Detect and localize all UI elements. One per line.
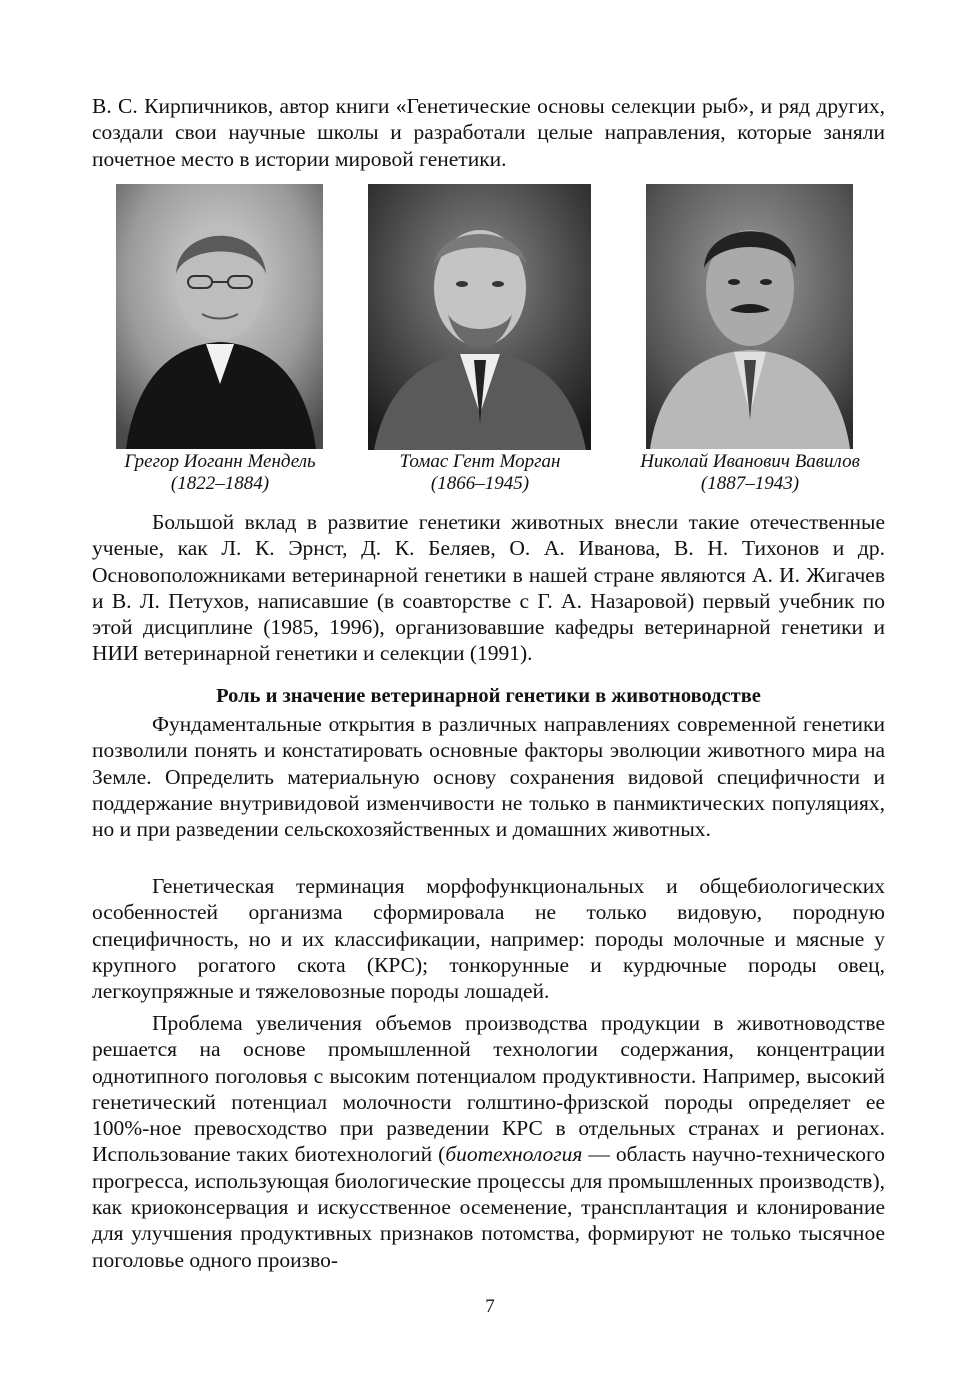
caption-mendel-name: Грегор Иоганн Мендель [124, 451, 316, 472]
portrait-vavilov [646, 184, 853, 449]
page-number: 7 [485, 1296, 495, 1317]
caption-morgan-name: Томас Гент Морган [399, 451, 561, 472]
portrait-mendel [116, 184, 323, 449]
term-biotechnology: биотехнология [445, 1142, 583, 1167]
caption-vavilov-name: Николай Иванович Вавилов [640, 451, 860, 472]
paragraph-contributors: Большой вклад в развитие генетики животных внесли такие отечественные ученые, как Л. К. Эрнст, Д. К. Беляев, О. А. Иванова, В. Н. Тихонов и др. Основоположниками ветеринарной генетики в нашей стране являются А. И. Жигачев и В. Л. Петухов, написавшие (в соавторстве с Г. А. Назаровой) первый учебник по этой дисциплине (1985, 1996), организовавшие кафедры ветеринарной генетики и НИИ ветеринарной генетики и селекции (1991). [92, 510, 885, 666]
paragraph-production [92, 1010, 885, 1273]
portrait-morgan-image [368, 184, 591, 450]
section-heading: Роль и значение ветеринарной генетики в животноводстве [216, 685, 761, 707]
caption-morgan [364, 451, 596, 495]
portrait-mendel-image [116, 184, 323, 449]
caption-vavilov-years: (1887–1943) [700, 473, 800, 494]
paragraph-termination: Генетическая терминация морфофункциональных и общебиологических особенностей организма сформировала не только видовую, породную специфичность, но и их классификации, например: породы молочные и мясные у крупного рогатого скота (КРС); тонкорунные и курдючные породы овец, легкоупряжные и тяжеловозные породы лошадей. [92, 874, 885, 1004]
intro-paragraph: В. С. Кирпичников, автор книги «Генетические основы селекции рыб», и ряд других, создали свои научные школы и разработали целые направления, которые заняли почетное место в истории мировой генетики. [92, 94, 885, 171]
production-text-end: — область научно-технического прогресса, использующая биологические процессы для промышленных производств), как криоконсервация и искусственное осеменение, трансплантация и клонирование для улучшения продуктивных признаков потомства, формируют не только тысячное поголовье одного произво- [92, 1142, 885, 1272]
paragraph-discoveries: Фундаментальные открытия в различных направлениях современной генетики позволили понять и констатировать основные факторы эволюции животного мира на Земле. Определить материальную основу сохранения видовой специфичности и поддержание внутривидовой изменчивости не только в панмиктических популяциях, но и при разведении сельскохозяйственных и домашних животных. [92, 712, 885, 842]
production-text-start: Проблема увеличения объемов производства продукции в животноводстве решается на основе промышленной технологии содержания, концентрации однотипного поголовья с высоким потенциалом продуктивности. Например, высокий генетический потенциал молочности голштино-фризской породы определяет ее 100%-ное превосходство при разведении КРС в отдельных странах и регионах. Использование таких биотехнологий ( [92, 1011, 885, 1167]
portrait-morgan [368, 184, 591, 450]
caption-vavilov [618, 451, 882, 495]
caption-mendel [104, 451, 336, 495]
portrait-vavilov-image [646, 184, 853, 449]
caption-morgan-years: (1866–1945) [430, 473, 530, 494]
caption-mendel-years: (1822–1884) [170, 473, 270, 494]
